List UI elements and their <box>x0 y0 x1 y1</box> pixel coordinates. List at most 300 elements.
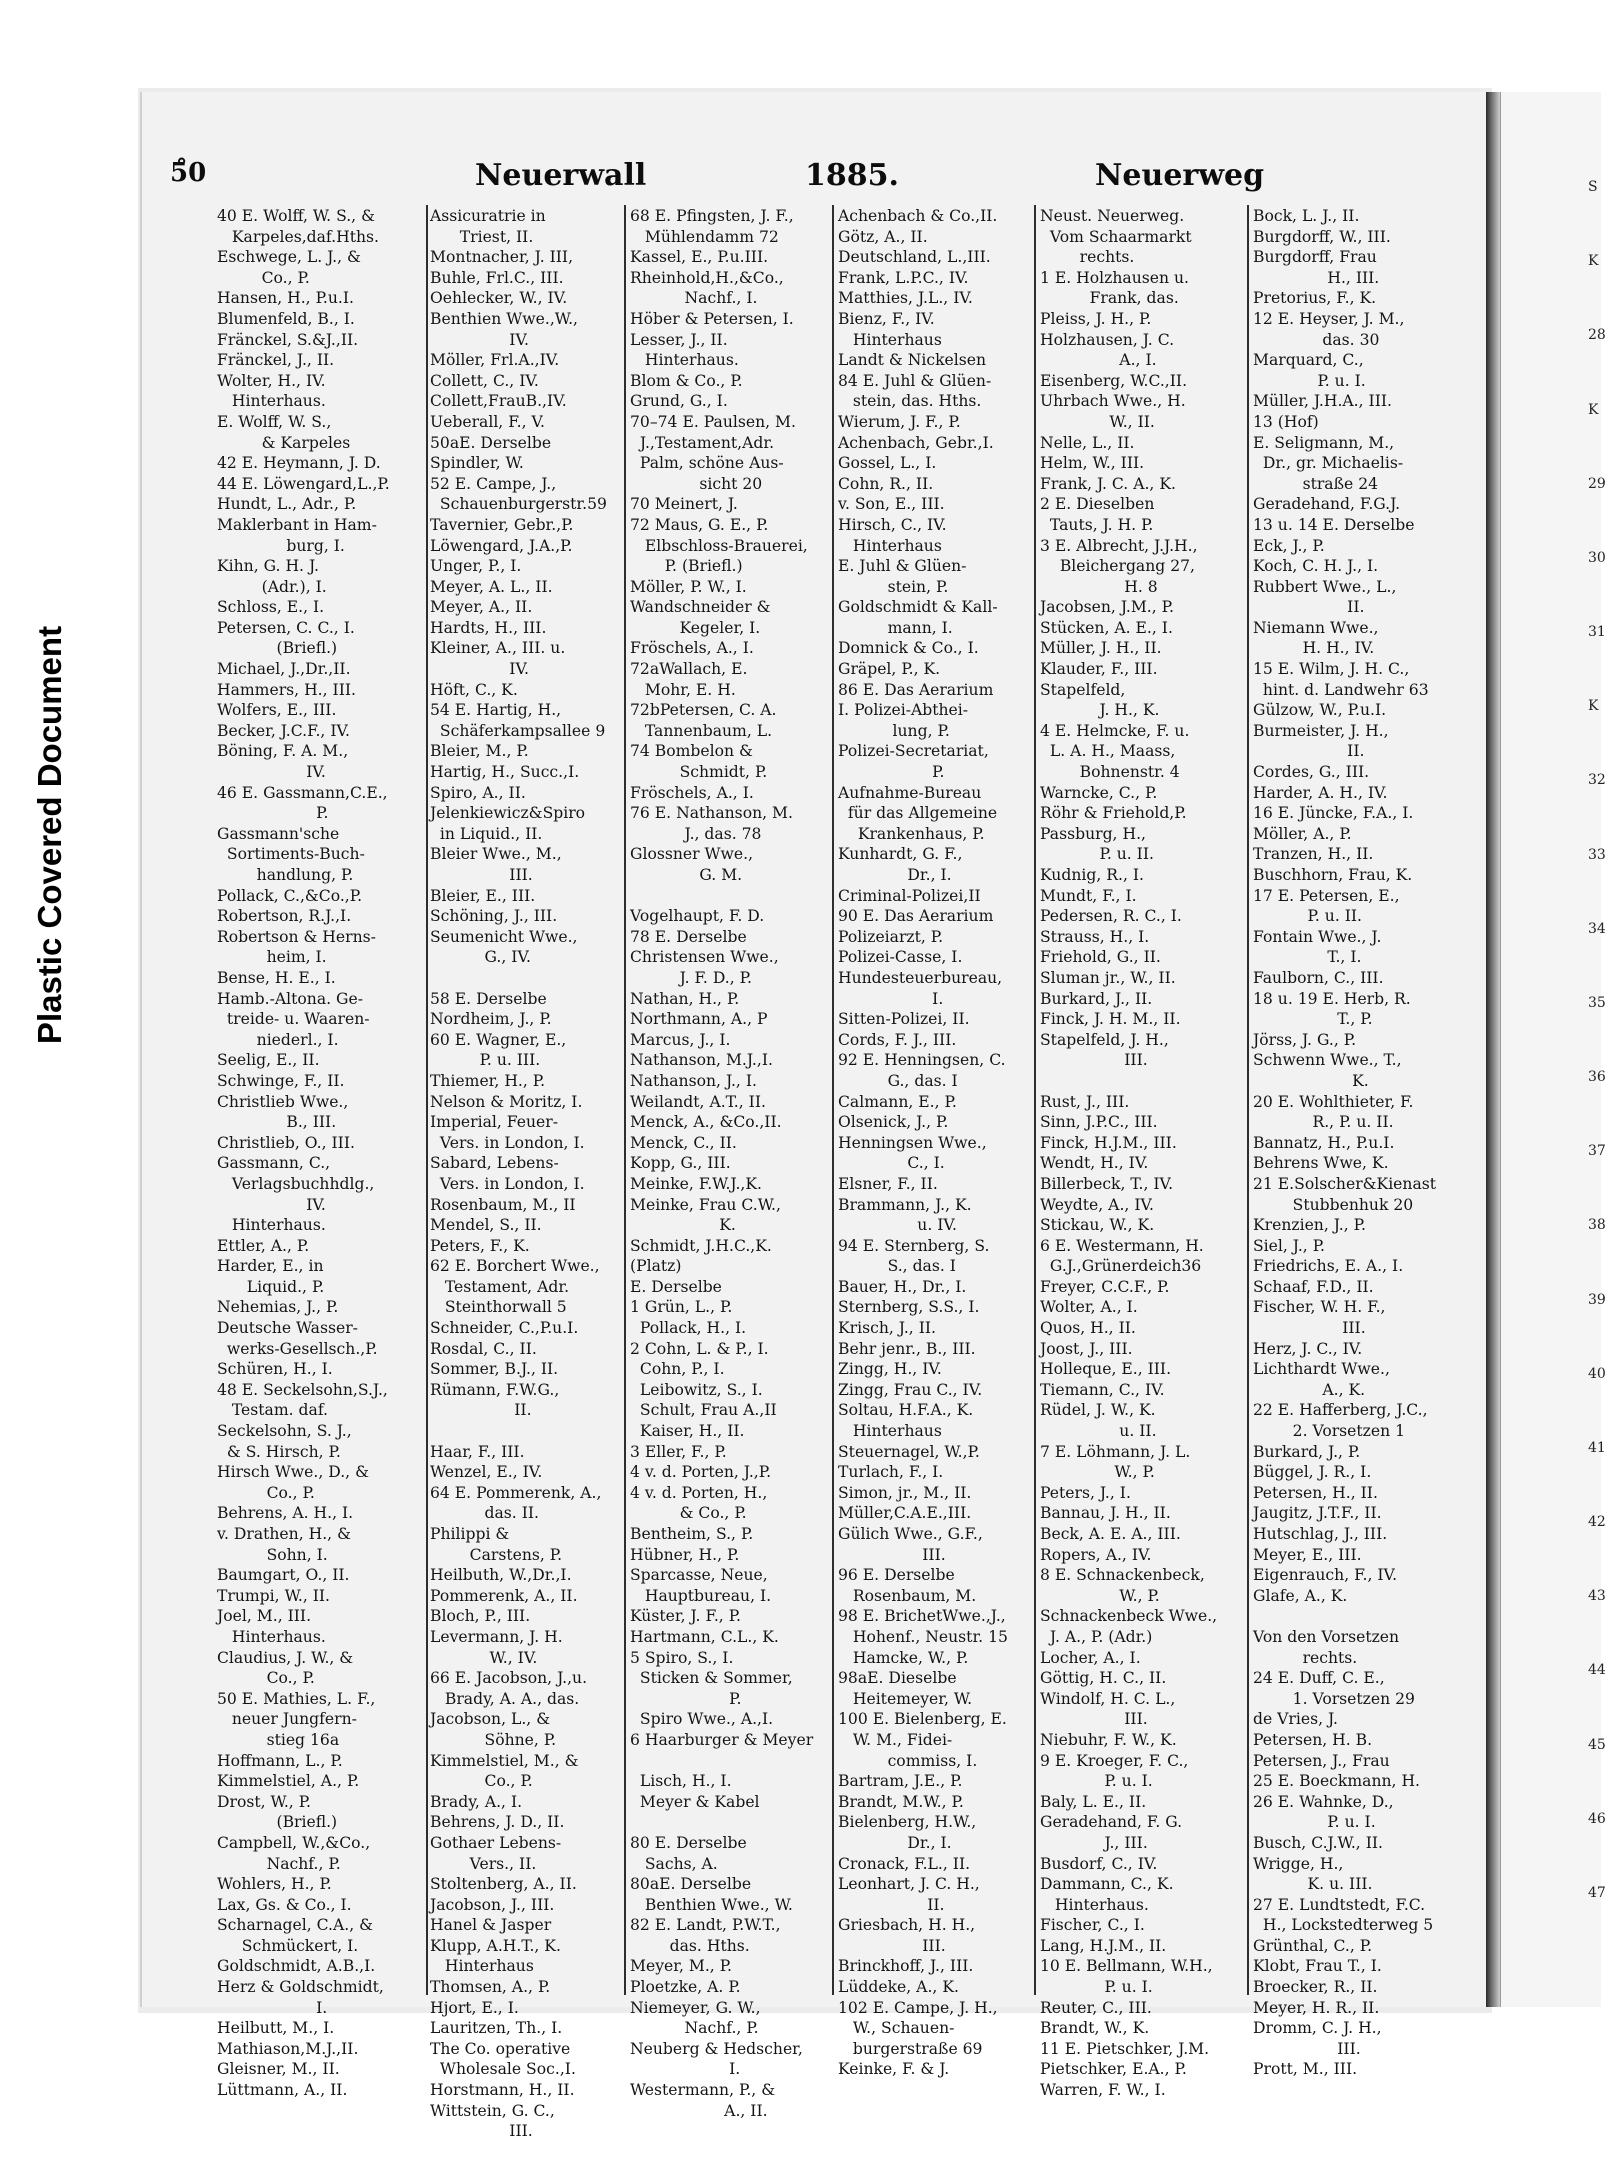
directory-entry-line: Dammann, C., K. <box>1040 1875 1174 1894</box>
directory-entry-line: Wolter, H., IV. <box>217 371 326 390</box>
directory-entry-line: Northmann, A., P <box>630 1010 768 1029</box>
directory-entry-line: Vers., II. <box>430 1854 537 1873</box>
directory-entry-line: Burgdorff, W., III. <box>1253 227 1391 246</box>
next-page-edge-number: 36 <box>1588 1069 1606 1085</box>
directory-entry-line: Burkard, J., II. <box>1040 989 1153 1008</box>
directory-entry-line: Jelenkiewicz&Spiro <box>430 804 586 823</box>
directory-entry-line: Baumgart, O., II. <box>217 1566 350 1585</box>
directory-entry-line: Niemann Wwe., <box>1253 618 1379 637</box>
next-page-edge-number: 38 <box>1588 1217 1606 1233</box>
directory-entry-line: Sortiments-Buch- <box>217 845 365 864</box>
directory-column-3 <box>630 206 828 2121</box>
directory-entry-line: Bleichergang 27, <box>1040 557 1196 576</box>
directory-entry-line: Buhle, Frl.C., III. <box>430 268 564 287</box>
directory-entry-line: hint. d. Landwehr 63 <box>1253 680 1429 699</box>
directory-entry-line: v. Son, E., III. <box>838 495 945 514</box>
directory-entry-line: Meyer & Kabel <box>630 1792 760 1811</box>
directory-entry-line: Goldschmidt, A.B.,I. <box>217 1957 376 1976</box>
directory-entry-line: III. <box>838 1545 946 1564</box>
next-page-edge-number: 30 <box>1588 550 1606 566</box>
directory-entry-line: Hutschlag, J., III. <box>1253 1525 1388 1543</box>
directory-entry-line: Hinterhaus. <box>217 1627 326 1646</box>
directory-entry-line: Fischer, C., I. <box>1040 1916 1145 1935</box>
directory-entry-line: Nordheim, J., P. <box>430 1010 552 1029</box>
directory-entry-line: W., P. <box>1040 1586 1160 1605</box>
directory-entry-line: II. <box>1253 598 1365 617</box>
directory-column-2 <box>430 206 620 2142</box>
directory-entry-line: für das Allgemeine <box>838 804 998 823</box>
directory-entry-line: Joost, J., III. <box>1040 1339 1133 1358</box>
directory-entry-line: Göttig, H. C., II. <box>1040 1669 1167 1688</box>
directory-entry-line: Menck, C., II. <box>630 1133 737 1152</box>
directory-entry-line: Neust. Neuerweg. <box>1040 207 1185 225</box>
directory-entry-line: Gothaer Lebens- <box>430 1833 562 1852</box>
directory-entry-line: Möller, A., P. <box>1253 824 1352 843</box>
next-page-edge-number: 42 <box>1588 1514 1606 1530</box>
directory-entry-line: 11 E. Pietschker, J.M. <box>1040 2039 1210 2058</box>
directory-entry-line: 62 E. Borchert Wwe., <box>430 1257 600 1276</box>
directory-entry-line: A., II. <box>630 2101 768 2120</box>
directory-entry-line: Stickau, W., K. <box>1040 1216 1155 1235</box>
column-rule <box>1034 205 1036 1995</box>
directory-entry-line: Aufnahme-Bureau <box>838 783 982 802</box>
directory-entry-line: Christlieb Wwe., <box>217 1092 349 1111</box>
directory-entry-line: 13 u. 14 E. Derselbe <box>1253 515 1415 534</box>
directory-entry-line: 54 E. Hartig, H., <box>430 701 562 720</box>
directory-entry-line: Gassmann'sche <box>217 824 340 843</box>
directory-entry-line: Wohlers, H., P. <box>217 1875 332 1894</box>
directory-entry-line: Krankenhaus, P. <box>838 824 985 843</box>
directory-entry-line: Burmeister, J. H., <box>1253 721 1389 740</box>
directory-entry-line: 3 Eller, F., P. <box>630 1442 727 1461</box>
directory-entry-line: P. u. I. <box>1253 1813 1376 1832</box>
directory-entry-line: Bock, L. J., II. <box>1253 207 1360 225</box>
directory-entry-line: G.J.,Grünerdeich36 <box>1040 1257 1202 1276</box>
directory-entry-line: 4 v. d. Porten, J.,P. <box>630 1463 772 1482</box>
directory-entry-line: Gleisner, M., II. <box>217 2060 340 2079</box>
directory-entry-line: Holleque, E., III. <box>1040 1360 1172 1379</box>
directory-entry-line: Soltau, H.F.A., K. <box>838 1401 974 1420</box>
directory-entry-line: Hanel & Jasper <box>430 1916 552 1935</box>
directory-entry-line: Quos, H., II. <box>1040 1319 1136 1338</box>
directory-entry-line: C., I. <box>838 1154 945 1173</box>
right-street-title: Neuerweg <box>1095 158 1265 193</box>
directory-entry-line <box>630 1751 828 1772</box>
directory-entry-line: 17 E. Petersen, E., <box>1253 886 1400 905</box>
next-page-edge-number: K <box>1588 253 1599 269</box>
column-rule <box>426 205 428 1995</box>
directory-entry-line: (Adr.), I. <box>217 577 327 596</box>
directory-entry-line: Möller, P. W., I. <box>630 577 747 596</box>
directory-entry-line: Kimmelstiel, M., & <box>430 1751 579 1770</box>
directory-entry-line: 82 E. Landt, P.W.T., <box>630 1916 781 1935</box>
next-page-edge-number: K <box>1588 698 1599 714</box>
directory-entry-line: 24 E. Duff, C. E., <box>1253 1669 1385 1688</box>
directory-entry-line: Kudnig, R., I. <box>1040 866 1144 884</box>
directory-entry-line: 13 (Hof) <box>1253 412 1319 431</box>
directory-entry-line: 4 E. Helmcke, F. u. <box>1040 721 1190 740</box>
directory-entry-line: lung, P. <box>838 721 950 740</box>
directory-entry-line: Vers. in London, I. <box>430 1133 585 1152</box>
directory-entry-line: Steuernagel, W.,P. <box>838 1442 980 1461</box>
directory-entry-line: 27 E. Lundtstedt, F.C. <box>1253 1895 1426 1914</box>
directory-entry-line: Herz, J. C., IV. <box>1253 1339 1363 1358</box>
directory-entry-line: W., P. <box>1040 1463 1155 1482</box>
directory-entry-line: 74 Bombelon & <box>630 742 753 761</box>
directory-entry-line: Fröschels, A., I. <box>630 783 754 802</box>
directory-entry-line: Collett, C., IV. <box>430 371 539 390</box>
directory-entry-line: Hinterhaus. <box>1040 1895 1149 1914</box>
directory-entry-line: Dr., I. <box>838 1833 952 1852</box>
directory-entry-line: III. <box>430 866 533 884</box>
directory-entry-line: 40 E. Wolff, W. S., & <box>217 207 375 225</box>
next-page-edge-number: 35 <box>1588 995 1606 1011</box>
directory-entry-line: Reuter, C., III. <box>1040 1998 1152 2017</box>
directory-entry-line: stieg 16a <box>217 1730 340 1749</box>
directory-entry-line: Zingg, Frau C., IV. <box>838 1380 983 1399</box>
directory-entry-line: Hansen, H., P.u.I. <box>217 289 354 308</box>
directory-entry-line: Jörss, J. G., P. <box>1253 1030 1357 1049</box>
directory-entry-line: 21 E.Solscher&Kienast <box>1253 1174 1437 1193</box>
directory-entry-line: Wholesale Soc.,I. <box>430 2060 576 2079</box>
directory-entry-line: Bleier, M., P. <box>430 742 529 761</box>
directory-entry-line: 50aE. Derselbe <box>430 433 552 452</box>
directory-entry-line: Dr., I. <box>838 866 952 884</box>
directory-entry-line: Busch, C.J.W., II. <box>1253 1833 1383 1852</box>
directory-entry-line: Bohnenstr. 4 <box>1040 763 1180 782</box>
directory-entry-line: Turlach, F., I. <box>838 1463 944 1482</box>
directory-entry-line <box>430 1421 620 1442</box>
directory-entry-line: J. F. D., P. <box>630 968 752 987</box>
directory-entry-line: Elsner, F., II. <box>838 1174 938 1193</box>
directory-entry-line: Rosenbaum, M., II <box>430 1195 576 1214</box>
directory-entry-line: P. (Briefl.) <box>630 557 743 576</box>
directory-entry-line: Schwinge, F., II. <box>217 1071 345 1090</box>
directory-entry-line: Blom & Co., P. <box>630 371 743 390</box>
directory-entry-line: Büggel, J. R., I. <box>1253 1463 1372 1482</box>
directory-entry-line: Rosenbaum, M. <box>838 1586 977 1605</box>
directory-entry-line: Frank, J. C. A., K. <box>1040 474 1176 493</box>
directory-entry-line: Kaiser, H., II. <box>630 1422 745 1441</box>
directory-entry-line: Zingg, H., IV. <box>838 1360 942 1379</box>
directory-entry-line: P. u. III. <box>430 1051 541 1070</box>
directory-entry-line: Schüren, H., I. <box>217 1360 333 1379</box>
next-page-edge-number: 46 <box>1588 1811 1606 1827</box>
directory-entry-line: Hauptbureau, I. <box>630 1586 772 1605</box>
next-page-edge-number: 32 <box>1588 772 1606 788</box>
directory-entry-line: Geradehand, F.G.J. <box>1253 495 1401 514</box>
directory-entry-line: 86 E. Das Aerarium <box>838 680 994 699</box>
directory-entry-line: Bleier Wwe., M., <box>430 845 562 864</box>
directory-entry-line: Rosdal, C., II. <box>430 1339 537 1358</box>
directory-entry-line: Simon, jr., M., II. <box>838 1483 972 1502</box>
directory-entry-line <box>430 968 620 989</box>
directory-entry-line: Montnacher, J. III, <box>430 248 574 267</box>
directory-entry-line: Weilandt, A.T., II. <box>630 1092 766 1111</box>
directory-entry-line: (Briefl.) <box>217 1813 338 1832</box>
directory-entry-line: Hoffmann, L., P. <box>217 1751 343 1770</box>
directory-entry-line: v. Drathen, H., & <box>217 1525 351 1543</box>
directory-entry-line: Benthien Wwe.,W., <box>430 309 578 328</box>
directory-entry-line: Glafe, A., K. <box>1253 1586 1348 1605</box>
directory-entry-line: Grund, G., I. <box>630 392 728 411</box>
directory-entry-line: Dr., gr. Michaelis- <box>1253 454 1404 473</box>
directory-entry-line: Klupp, A.H.T., K. <box>430 1936 561 1955</box>
directory-entry-line: Sinn, J.P.C., III. <box>1040 1113 1158 1132</box>
directory-entry-line: 72 Maus, G. E., P. <box>630 515 769 534</box>
directory-entry-line: Liquid., P. <box>217 1277 325 1296</box>
directory-entry-line: Stapelfeld, J. H., <box>1040 1030 1169 1049</box>
directory-entry-line: Kegeler, I. <box>630 618 761 637</box>
directory-entry-line: stein, P. <box>838 577 949 596</box>
directory-entry-line: Cordes, G., III. <box>1253 763 1370 782</box>
column-rule <box>1247 205 1249 1995</box>
directory-entry-line: Carstens, P. <box>430 1545 563 1564</box>
directory-entry-line: Fischer, W. H. F., <box>1253 1298 1386 1317</box>
directory-entry-line: Nachf., P. <box>217 1854 341 1873</box>
directory-entry-line: Hinterhaus. <box>217 392 326 411</box>
directory-entry-line: 8 E. Schnackenbeck, <box>1040 1566 1205 1585</box>
directory-entry-line: Müller,C.A.E.,III. <box>838 1504 972 1523</box>
directory-entry-line: P. <box>630 1689 742 1708</box>
directory-entry-line: Schäferkampsallee 9 <box>430 721 606 740</box>
directory-entry-line: Spiro Wwe., A.,I. <box>630 1710 774 1729</box>
directory-entry-line: Hardts, H., III. <box>430 618 547 637</box>
directory-entry-line: 6 Haarburger & Meyer <box>630 1730 814 1749</box>
directory-entry-line: Frank, das. <box>1040 289 1179 308</box>
directory-entry-line: Hübner, H., P. <box>630 1545 740 1564</box>
directory-entry-line: niederl., I. <box>217 1030 339 1049</box>
directory-entry-line: Robertson, R.J.,I. <box>217 907 352 926</box>
directory-entry-line: G., IV. <box>430 948 531 967</box>
directory-entry-line: Pollack, C.,&Co.,P. <box>217 886 363 905</box>
directory-entry-line: Hinterhaus. <box>630 351 739 370</box>
directory-entry-line: Rubbert Wwe., L., <box>1253 577 1397 596</box>
directory-entry-line: II. <box>838 1895 945 1914</box>
directory-entry-line: Vogelhaupt, F. D. <box>630 907 765 926</box>
directory-entry-line: E. Juhl & Glüen- <box>838 557 967 576</box>
directory-entry-line: Burkard, J., P. <box>1253 1442 1361 1461</box>
directory-entry-line: sicht 20 <box>630 474 763 493</box>
directory-entry-line: 15 E. Wilm, J. H. C., <box>1253 660 1410 679</box>
directory-entry-line: Bannatz, H., P.u.I. <box>1253 1133 1395 1152</box>
directory-entry-line: IV. <box>217 763 326 782</box>
directory-entry-line: Tranzen, H., II. <box>1253 845 1374 864</box>
directory-entry-line: Helm, W., III. <box>1040 454 1145 473</box>
directory-column-5 <box>1040 206 1245 2101</box>
directory-entry-line: E. Wolff, W. S., <box>217 412 332 431</box>
directory-entry-line: Wendt, H., IV. <box>1040 1154 1149 1173</box>
directory-entry-line: J. H., K. <box>1040 701 1160 720</box>
directory-entry-line: Karpeles,daf.Hths. <box>217 227 379 246</box>
directory-entry-line: Vers. in London, I. <box>430 1174 585 1193</box>
directory-entry-line: G., das. I <box>838 1071 958 1090</box>
side-label-text: Plastic Covered Document <box>31 625 68 1045</box>
directory-entry-line: S., das. I <box>838 1257 956 1276</box>
directory-entry-line: W., Schauen- <box>838 2019 955 2038</box>
directory-entry-line: Rümann, F.W.G., <box>430 1380 560 1399</box>
directory-entry-line: P. u. II. <box>1040 845 1154 864</box>
year-title: 1885. <box>805 158 899 193</box>
directory-entry-line: Eck, J., P. <box>1253 536 1325 555</box>
directory-entry-line: Nathanson, M.J.,I. <box>630 1051 773 1070</box>
directory-entry-line: Ettler, A., P. <box>217 1236 310 1255</box>
side-label-banner <box>20 595 80 1075</box>
directory-entry-line: Schneider, C.,P.u.I. <box>430 1319 579 1338</box>
directory-entry-line: Peters, J., I. <box>1040 1483 1131 1502</box>
directory-entry-line: Leonhart, J. C. H., <box>838 1875 980 1894</box>
directory-entry-line: Cronack, F.L., II. <box>838 1854 971 1873</box>
directory-entry-line: Leibowitz, S., I. <box>630 1380 763 1399</box>
directory-entry-line: Hinterhaus <box>430 1957 534 1976</box>
directory-entry-line: Finck, H.J.M., III. <box>1040 1133 1177 1152</box>
directory-entry-line: Co., P. <box>430 1772 533 1791</box>
directory-entry-line: Domnick & Co., I. <box>838 639 979 658</box>
directory-entry-line: 48 E. Seckelsohn,S.J., <box>217 1380 388 1399</box>
directory-entry-line: Warren, F. W., I. <box>1040 2081 1166 2100</box>
directory-entry-line: rechts. <box>1040 248 1135 267</box>
directory-entry-line: Finck, J. H. M., II. <box>1040 1010 1181 1029</box>
next-page-edge-number: S <box>1588 179 1598 195</box>
directory-entry-line: Behrens, J. D., II. <box>430 1813 565 1832</box>
directory-entry-line: Benthien Wwe., W. <box>630 1895 793 1914</box>
directory-entry-line: Jaugitz, J.T.F., II. <box>1253 1504 1382 1523</box>
directory-entry-line: Hinterhaus. <box>217 1216 326 1235</box>
directory-entry-line: Eschwege, L. J., & <box>217 248 361 267</box>
directory-entry-line: & S. Hirsch, P. <box>217 1442 341 1461</box>
directory-entry-line: 70–74 E. Paulsen, M. <box>630 412 796 431</box>
directory-entry-line: Verlagsbuchhdlg., <box>217 1174 375 1193</box>
directory-entry-line: 100 E. Bielenberg, E. <box>838 1710 1007 1729</box>
directory-entry-line: Lang, H.J.M., II. <box>1040 1936 1167 1955</box>
directory-entry-line: Holzhausen, J. C. <box>1040 330 1175 349</box>
directory-entry-line: Testam. daf. <box>217 1401 329 1420</box>
directory-entry-line: Henningsen Wwe., <box>838 1133 987 1152</box>
directory-entry-line: Scharnagel, C.A., & <box>217 1916 374 1935</box>
directory-entry-line: Rust, J., III. <box>1040 1092 1130 1111</box>
directory-entry-line: Meyer, A. L., II. <box>430 577 553 596</box>
directory-entry-line: Kassel, E., P.u.III. <box>630 248 769 267</box>
directory-entry-line: Hirsch Wwe., D., & <box>217 1463 369 1482</box>
directory-entry-line: Polizeiarzt, P. <box>838 927 944 946</box>
directory-entry-line: Schloss, E., I. <box>217 598 325 617</box>
directory-entry-line: Lüttmann, A., II. <box>217 2081 348 2100</box>
directory-entry-line: Co., P. <box>217 1483 315 1502</box>
directory-entry-line: heim, I. <box>217 948 327 967</box>
directory-entry-line: Nelson & Moritz, I. <box>430 1092 583 1111</box>
directory-entry-line: Triest, II. <box>430 227 534 246</box>
page-header <box>170 158 1265 202</box>
directory-entry-line: 3 E. Albrecht, J.J.H., <box>1040 536 1198 555</box>
directory-entry-line: Sluman jr., W., II. <box>1040 968 1176 987</box>
directory-entry-line: Nelle, L., II. <box>1040 433 1135 452</box>
directory-entry-line: IV. <box>430 660 529 679</box>
directory-entry-line: Locher, A., I. <box>1040 1648 1141 1667</box>
directory-entry-line: neuer Jungfern- <box>217 1710 357 1729</box>
directory-entry-line: III. <box>1040 1051 1148 1070</box>
directory-entry-line: Stapelfeld, <box>1040 680 1126 699</box>
directory-entry-line: Prott, M., III. <box>1253 2060 1358 2079</box>
directory-entry-line: Behr jenr., B., III. <box>838 1339 976 1358</box>
directory-entry-line: 2. Vorsetzen 1 <box>1253 1422 1406 1441</box>
directory-entry-line: Pietschker, E.A., P. <box>1040 2060 1187 2079</box>
directory-entry-line: 7 E. Löhmann, J. L. <box>1040 1442 1191 1461</box>
directory-entry-line: III. <box>1040 1710 1148 1729</box>
directory-entry-line: Lax, Gs. & Co., I. <box>217 1895 352 1914</box>
directory-entry-line: straße 24 <box>1253 474 1379 493</box>
directory-entry-line: 9 E. Kroeger, F. C., <box>1040 1751 1189 1770</box>
directory-entry-line: Pretorius, F., K. <box>1253 289 1377 308</box>
directory-entry-line: Eigenrauch, F., IV. <box>1253 1566 1398 1585</box>
directory-entry-line: I. <box>630 2060 741 2079</box>
directory-entry-line: III. <box>1253 1319 1366 1338</box>
directory-entry-line: Landt & Nickelsen <box>838 351 987 370</box>
directory-entry-line: I. <box>838 989 944 1008</box>
directory-entry-line: de Vries, J. <box>1253 1710 1339 1729</box>
directory-entry-line: Meyer, A., II. <box>430 598 533 617</box>
directory-entry-line: Grünthal, C., P. <box>1253 1936 1373 1955</box>
directory-entry-line: Meinke, Frau C.W., <box>630 1195 781 1214</box>
directory-entry-line: Maklerbant in Ham- <box>217 515 377 534</box>
directory-entry-line: Sommer, B.J., II. <box>430 1360 559 1379</box>
directory-entry-line: & Co., P. <box>630 1504 747 1523</box>
directory-entry-line: H. H., IV. <box>1253 639 1375 658</box>
directory-entry-line: Niemeyer, G. W., <box>630 1998 761 2017</box>
directory-entry-line: Sohn, I. <box>217 1545 328 1564</box>
directory-entry-line: Matthies, J.L., IV. <box>838 289 973 308</box>
directory-entry-line: Strauss, H., I. <box>1040 927 1150 946</box>
directory-entry-line: Kimmelstiel, A., P. <box>217 1772 360 1791</box>
directory-entry-line: P. u. II. <box>1253 907 1363 926</box>
directory-entry-line: Brandt, M.W., P. <box>838 1792 964 1811</box>
directory-entry-line: Mohr, E. H. <box>630 680 736 699</box>
directory-entry-line: H. 8 <box>1040 577 1158 596</box>
directory-entry-line: Beck, A. E. A., III. <box>1040 1525 1181 1543</box>
next-page-strip <box>1500 92 1601 2007</box>
directory-entry-line: Achenbach & Co.,II. <box>838 207 998 225</box>
directory-entry-line: 102 E. Campe, J. H., <box>838 1998 998 2017</box>
directory-entry-line: Hjort, E., I. <box>430 1998 519 2017</box>
directory-entry-line: Schöning, J., III. <box>430 907 558 926</box>
directory-entry-line: Geradehand, F. G. <box>1040 1813 1183 1832</box>
directory-entry-line: Wierum, J. F., P. <box>838 412 961 431</box>
directory-entry-line: Nachf., P. <box>630 2019 759 2038</box>
directory-entry-line: Bartram, J.E., P. <box>838 1772 963 1791</box>
directory-entry-line: in Liquid., II. <box>430 824 543 843</box>
directory-entry-line: H., III. <box>1253 268 1380 287</box>
directory-entry-line: Meyer, H. R., II. <box>1253 1998 1380 2017</box>
directory-entry-line: Christlieb, O., III. <box>217 1133 355 1152</box>
directory-entry-line <box>1253 1606 1479 1627</box>
directory-entry-line: Bauer, H., Dr., I. <box>838 1277 967 1296</box>
directory-entry-line: Menck, A., &Co.,II. <box>630 1113 782 1132</box>
directory-entry-line: 26 E. Wahnke, D., <box>1253 1792 1394 1811</box>
directory-entry-line: Freyer, C.C.F., P. <box>1040 1277 1170 1296</box>
directory-entry-line: Kihn, G. H. J. <box>217 557 319 576</box>
directory-entry-line: Schauenburgerstr.59 <box>430 495 607 514</box>
directory-entry-line: Tiemann, C., IV. <box>1040 1380 1165 1399</box>
directory-entry-line: W., II. <box>1040 412 1155 431</box>
directory-entry-line: Böning, F. A. M., <box>217 742 349 761</box>
directory-entry-line: Fröschels, A., I. <box>630 639 754 658</box>
directory-entry-line: Müller, J.H.A., III. <box>1253 392 1392 411</box>
directory-entry-line: Sticken & Sommer, <box>630 1669 793 1688</box>
directory-entry-line: Hammers, H., III. <box>217 680 356 699</box>
directory-entry-line: Niebuhr, F. W., K. <box>1040 1730 1177 1749</box>
directory-entry-line: 80aE. Derselbe <box>630 1875 752 1894</box>
directory-entry-line: 1 Grün, L., P. <box>630 1298 733 1317</box>
directory-entry-line: The Co. operative <box>430 2039 571 2058</box>
